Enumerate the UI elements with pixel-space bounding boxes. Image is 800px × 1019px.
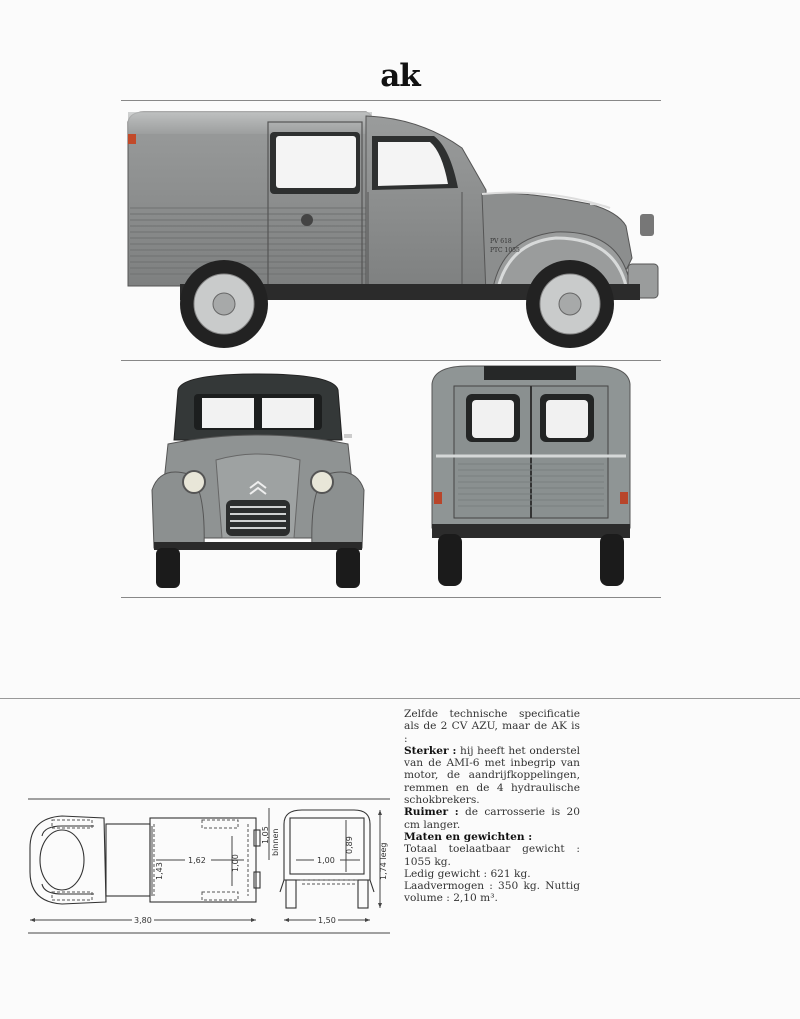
spec-maten-heading — [404, 831, 580, 843]
spec-sterker — [404, 745, 580, 806]
spec-intro: Zelfde technische specificatie als de 2 CV AZU, maar de AK is : — [404, 708, 580, 745]
van-front-view-photo — [148, 370, 368, 592]
dim-load-length: 1,62 — [188, 856, 206, 865]
spec-totaal-gewicht: Totaal toelaatbaar gewicht : 1055 kg. — [404, 843, 580, 868]
dim-rear-opening-width: 1,00 — [317, 856, 335, 865]
spec-sterker-label: Sterker : — [404, 744, 457, 757]
van-side-view-photo — [120, 108, 665, 356]
spec-laadvermogen: Laadvermogen : 350 kg. Nuttig volume : 2,10 m³. — [404, 880, 580, 905]
spec-ruimer-label: Ruimer : — [404, 806, 459, 819]
spec-text-block — [404, 708, 580, 905]
dim-height-inner: 1,05 — [261, 826, 270, 844]
page-title: ak — [380, 58, 420, 94]
spec-maten-label: Maten en gewichten : — [404, 830, 533, 843]
side-plate-1: PV 618 — [490, 238, 512, 245]
section-rule — [0, 698, 800, 699]
dim-binnen-label: binnen — [271, 828, 280, 856]
spec-ruimer — [404, 806, 580, 831]
dim-width-total: 1,50 — [318, 916, 336, 925]
top-rule — [121, 100, 661, 101]
side-plate-2: PTC 1055 — [490, 247, 520, 254]
dim-rear-opening-height: 0,89 — [345, 836, 354, 854]
van-rear-view-photo — [428, 364, 634, 592]
spec-ruimer-text: de carrosserie is 20 cm langer. — [404, 806, 580, 831]
dimension-plan-drawing — [22, 796, 392, 938]
dim-width-inner: 1,43 — [155, 862, 164, 880]
spec-ledig-gewicht: Ledig gewicht : 621 kg. — [404, 867, 531, 880]
dim-length-total: 3,80 — [134, 916, 152, 925]
middle-rule — [121, 360, 661, 361]
dim-height-total: 1,74 leeg — [379, 842, 388, 880]
dim-door-width: 1,00 — [231, 854, 240, 872]
spec-sterker-text: hij heeft het onderstel van de AMI-6 met inbegrip van motor, de aandrijfkoppelingen, remmen en de 4 hydraulische schokbrekers. — [404, 744, 580, 807]
lower-rule — [121, 597, 661, 598]
